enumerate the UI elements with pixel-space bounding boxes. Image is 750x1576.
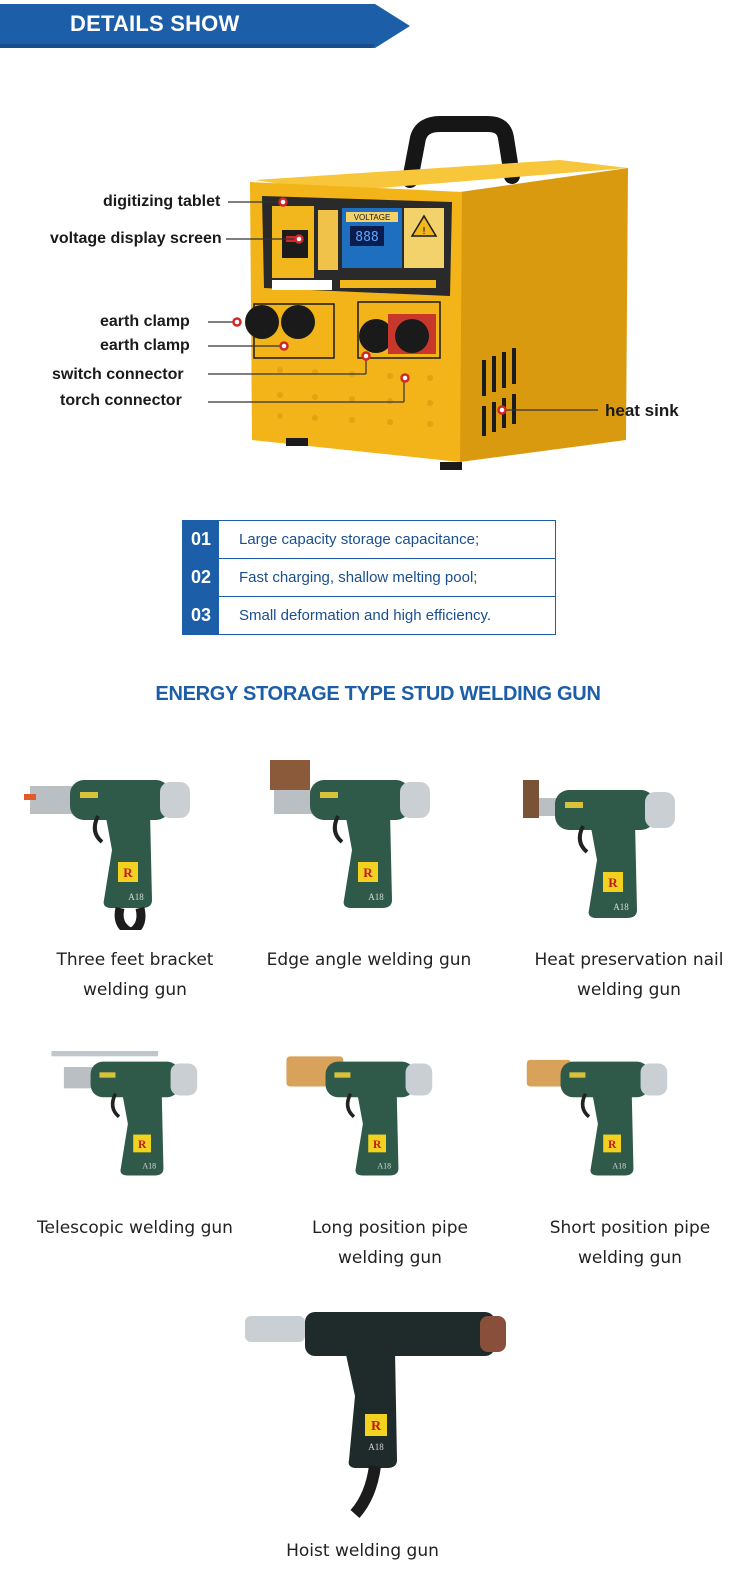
feature-list [182,520,556,635]
gun-model-text: A18 [613,902,629,912]
callout-torch-connector: torch connector [60,392,182,409]
gun-caption [520,945,738,1005]
gun-model-text: A18 [377,1161,392,1171]
gun-caption-line1: Heat preservation nail [534,950,724,970]
voltage-label-text: VOLTAGE [353,213,391,222]
gun-model-text: A18 [128,892,144,902]
hoist-gun-image [225,1300,525,1520]
gun-caption [25,1213,245,1243]
gun-caption-line2: welding gun [338,1248,442,1268]
section-title: ENERGY STORAGE TYPE STUD WELDING GUN [155,683,601,705]
gun-caption [255,945,483,975]
gun-caption [525,1213,735,1273]
feature-number: 01 [183,521,219,558]
feature-text: Fast charging, shallow melting pool; [239,569,478,586]
gun-caption [260,1536,465,1566]
long-position-pipe-gun-image [270,1035,470,1195]
welding-machine-illustration [0,110,750,490]
section-banner [0,0,410,50]
heat-preservation-nail-gun-image [500,760,710,940]
svg-text:R: R [370,1419,382,1434]
gun-caption [285,1213,495,1273]
svg-text:!: ! [421,226,427,237]
callout-voltage-display: voltage display screen [50,230,222,247]
gun-model-text: A18 [368,892,384,902]
callout-earth-clamp-2: earth clamp [100,337,190,354]
gun-caption-line2: welding gun [578,1248,682,1268]
feature-row [182,520,556,559]
gun-model-text: A18 [142,1161,157,1171]
gun-caption-line1: Hoist welding gun [286,1541,439,1561]
gun-model-text: A18 [368,1442,384,1452]
gun-caption-line1: Telescopic welding gun [37,1218,233,1238]
gun-caption-line1: Edge angle welding gun [266,950,472,970]
three-feet-bracket-gun-image [20,750,220,930]
gun-caption-line2: welding gun [83,980,187,1000]
gun-caption-line1: Long position pipe [311,1218,469,1238]
callout-digitizing-tablet: digitizing tablet [103,193,221,210]
telescopic-gun-image [35,1035,235,1195]
svg-text:888: 888 [355,230,379,245]
callout-switch-connector: switch connector [52,366,184,383]
gun-caption [30,945,240,1005]
banner-title: DETAILS SHOW [70,11,240,36]
feature-text: Small deformation and high efficiency. [239,607,492,624]
gun-caption-line2: welding gun [577,980,681,1000]
gun-caption-line1: Three feet bracket [56,950,214,970]
short-position-pipe-gun-image [505,1035,705,1195]
feature-number: 02 [183,559,219,596]
gun-caption-line1: Short position pipe [549,1218,711,1238]
feature-text: Large capacity storage capacitance; [239,531,480,548]
gun-model-text: A18 [612,1161,627,1171]
feature-row [182,597,556,635]
feature-number: 03 [183,597,219,634]
callout-earth-clamp-1: earth clamp [100,313,190,330]
feature-row [182,559,556,597]
edge-angle-gun-image [260,750,460,930]
callout-heat-sink: heat sink [605,401,679,420]
